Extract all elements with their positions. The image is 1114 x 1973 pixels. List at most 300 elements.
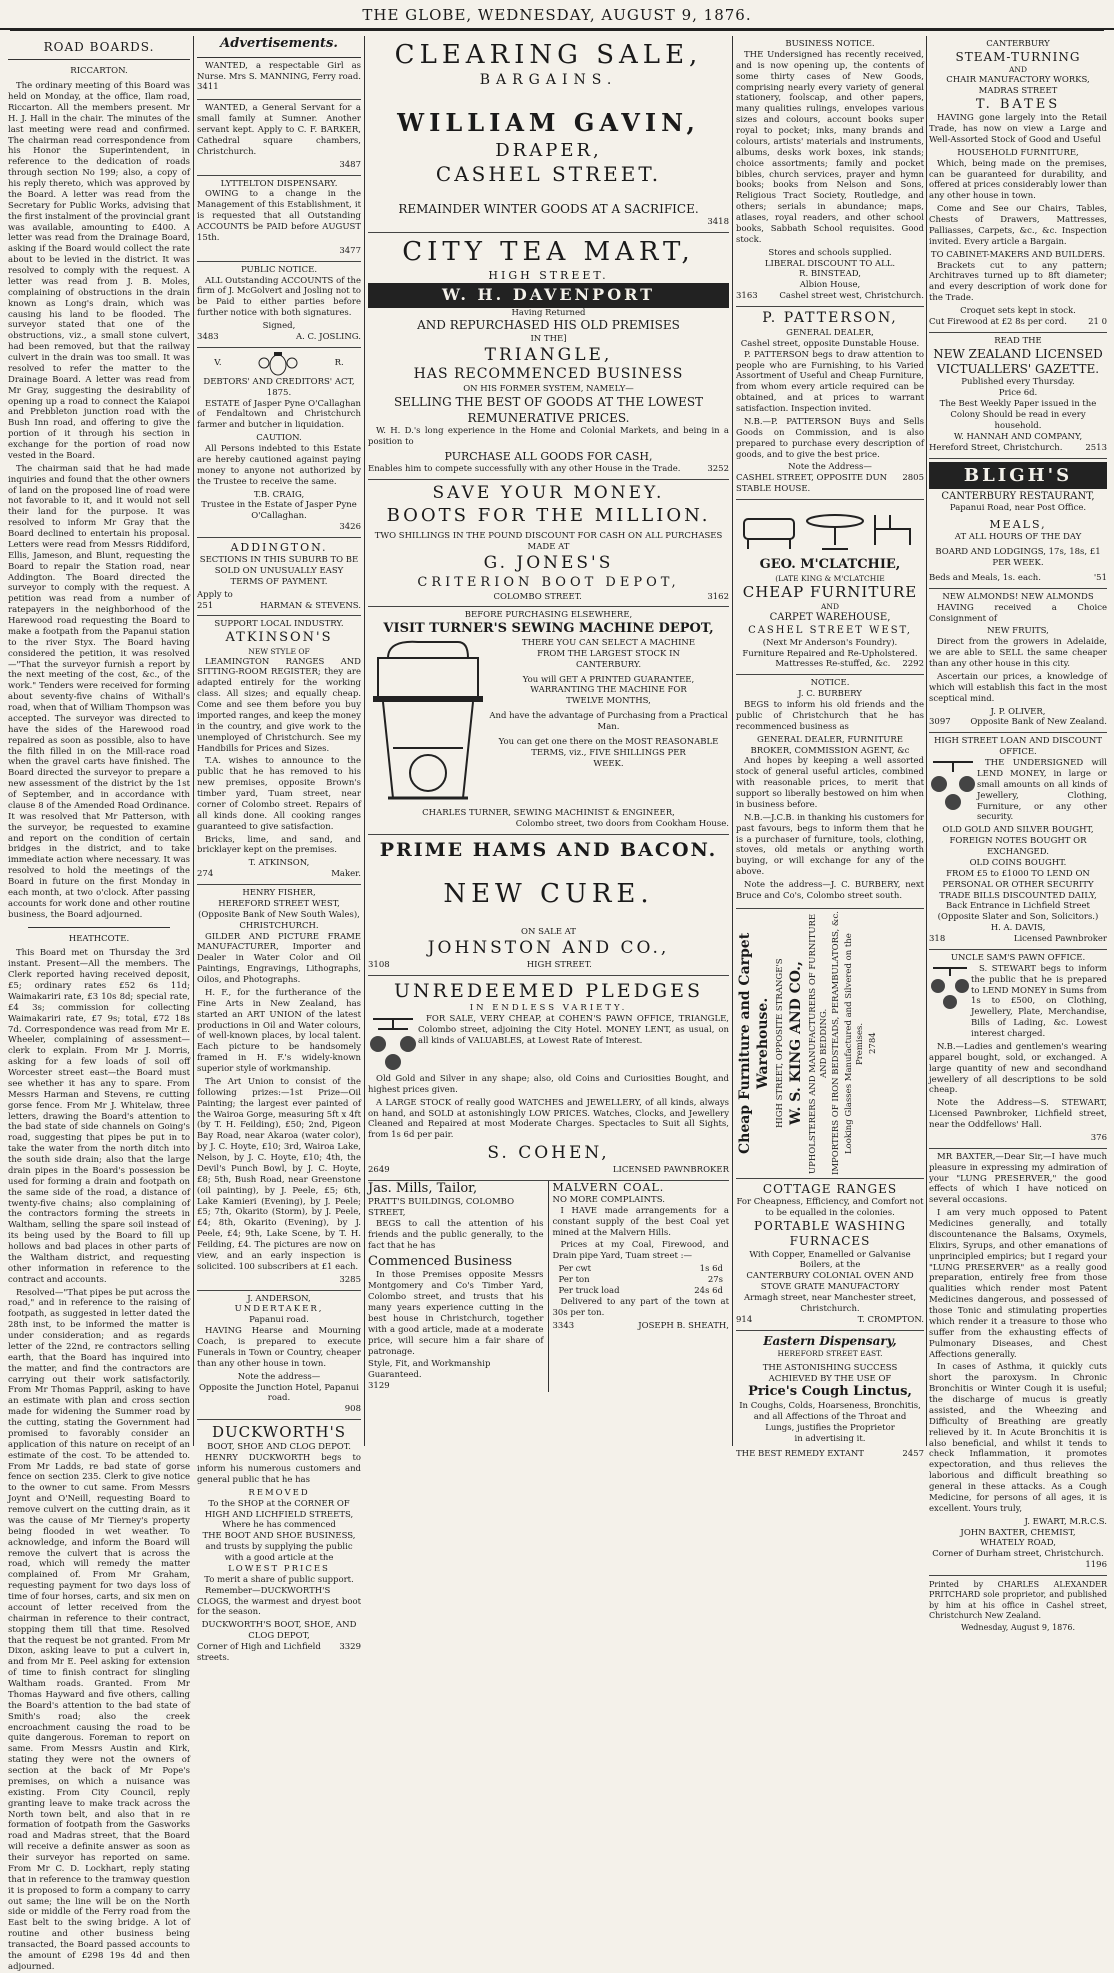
ad-heading: PORTABLE WASHING FURNACES [753, 1218, 907, 1249]
ad-text: (Opposite Slater and Son, Solicitors.) [937, 912, 1099, 923]
ad-heading: HIGH STREET LOAN AND DISCOUNT OFFICE. [933, 736, 1103, 758]
ad-text: Having Returned [511, 307, 586, 318]
ad-anderson [197, 1291, 361, 1421]
ad-heading: NEW CURE. [443, 878, 654, 909]
ad-subheading: CANTERBURY [986, 39, 1050, 49]
ad-text: THERE YOU CAN SELECT A MACHINE [521, 637, 696, 648]
ad-number: 2784 [867, 1032, 878, 1055]
ad-text: LIBERAL DISCOUNT TO ALL. [764, 258, 896, 269]
ad-heading: ATKINSON'S [225, 630, 333, 646]
ad-number: 3418 [707, 216, 729, 227]
price-row: Per ton 27s [558, 1275, 723, 1285]
imprint-date: Wednesday, August 9, 1876. [961, 1623, 1075, 1633]
ad-heading: W. S. KING AND CO., [787, 961, 804, 1126]
ad-text: Come and See our Chairs, Tables, Chests of Drawers, Mattresses, Palliasses, Carpets, &c., &c. Inspection invited. Every article a Bargain. [929, 204, 1107, 247]
ad-text: PURCHASE ALL GOODS FOR CASH, [444, 449, 653, 463]
ad-text: Direct from the growers in Adelaide, we are able to SELL the same cheaper than any other house in this city. [929, 637, 1107, 670]
ad-heading: Cheap Furniture and Carpet Warehouse. [737, 932, 771, 1154]
royal-r: R. [334, 358, 344, 369]
ad-text: To the SHOP at the CORNER OF HIGH AND LICHFIELD STREETS, [204, 1498, 354, 1520]
ad-nurse [197, 58, 361, 101]
ad-subheading: SUPPORT LOCAL INDUSTRY. [214, 619, 344, 630]
ad-text: CANTERBURY COLONIAL OVEN AND STOVE GRATE MANUFACTORY [746, 1271, 914, 1293]
ad-number: 376 [1090, 1132, 1107, 1143]
ad-subheading: Papanui road. [249, 1315, 309, 1326]
ad-public-notice [197, 262, 361, 348]
ad-text: AT ALL HOURS OF THE DAY [954, 532, 1082, 543]
ad-text: COLOMBO STREET. [493, 591, 582, 602]
ad-baxter [929, 1149, 1107, 1576]
ad-text: OLD COINS BOUGHT. [969, 857, 1067, 868]
column-right-ads [929, 36, 1107, 1633]
ad-subheading: DRAPER, [495, 139, 602, 161]
ad-number: 3483 [197, 331, 219, 342]
ad-text: Papanui Road, near Post Office. [949, 503, 1087, 514]
ad-text: CASHEL STREET, OPPOSITE DUN STABLE HOUSE. [736, 473, 888, 495]
ad-text: MR BAXTER,—Dear Sir,—I have much pleasure in expressing my admiration of your "LUNG PRESERVER," the good effects of which I have noticed on several occasions. [929, 1151, 1107, 1206]
column-business [736, 36, 924, 1459]
ad-heading: W. H. DAVENPORT [368, 283, 729, 307]
ad-signature: JOHN BAXTER, CHEMIST, [960, 1527, 1076, 1538]
ad-number: 3487 [339, 159, 361, 170]
ad-number: 21 0 [1088, 316, 1107, 327]
ad-text: Brackets cut to any pattern; Architraves turned up to 8ft diameter; and every description of work done for the Trade. [929, 260, 1107, 304]
ad-mcclatchie [736, 500, 924, 675]
ad-king-vertical [736, 909, 924, 1179]
ad-heading: MEALS, [989, 518, 1047, 532]
pawnbroker-balls-icon [929, 964, 971, 1014]
ad-text: and trusts by supplying the public with a good article at the [205, 1542, 353, 1564]
ad-heading: Jas. Mills, Tailor, [368, 1180, 478, 1196]
ad-heading: STEAM-TURNING [955, 49, 1081, 64]
ad-heading: PRIME HAMS AND BACON. [379, 838, 718, 861]
ad-text: Furniture Repaired and Re-Upholstered. [742, 648, 918, 659]
ad-text: Opposite Bank of New Zealand. [970, 717, 1107, 728]
ad-number: 908 [344, 1404, 361, 1415]
ad-text: Published every Thursday. [961, 377, 1075, 388]
ad-text: WHATELY ROAD, [980, 1538, 1056, 1549]
ad-number: 3343 [552, 1320, 575, 1331]
ad-text: Cashel street, opposite Dunstable House. [740, 338, 920, 349]
ad-text: Bricks, lime, and sand, and bricklayer kept on the premises. [197, 834, 361, 856]
ad-text: With Copper, Enamelled or Galvanise Boilers, at the [749, 1249, 911, 1271]
ad-text: IMPORTERS OF IRON BEDSTEADS, PERAMBULATORS, &c. [831, 911, 842, 1176]
ad-text: Note the Address— [788, 462, 872, 473]
ad-turner [368, 607, 729, 834]
ad-heading: HENRY FISHER, [242, 888, 316, 899]
ad-text: WANTED, a General Servant for a small family at Sumner. Another servant kept. Apply to C. F. BARKER, Cathedral square chambers, Christchurch. [197, 103, 361, 157]
ad-heading: NOTICE. [810, 678, 850, 689]
ad-text: The Best Weekly Paper issued in the Colony Should be read in every household. [939, 399, 1097, 431]
ad-heading: T. BATES [975, 96, 1061, 112]
ad-number: 3477 [339, 245, 361, 256]
ad-text: HAVING received a Choice Consignment of [929, 602, 1107, 624]
ad-text: TWO SHILLINGS IN THE POUND DISCOUNT FOR CASH ON ALL PURCHASES MADE AT [374, 531, 723, 553]
ad-subheading: GENERAL DEALER, [786, 327, 874, 338]
ad-bates [929, 36, 1107, 333]
ad-number: 3426 [339, 522, 361, 533]
column-rule [364, 36, 365, 1446]
ad-text: GENERAL DEALER, FURNITURE BROKER, COMMISSION AGENT, &c [750, 734, 910, 756]
ad-text: N.B.—J.C.B. in thanking his customers for past favours, begs to inform them that he is a purchaser of furniture, tools, clothing, stoves, old metals or anything worth buying, or will exchange for any of the above. [736, 812, 924, 878]
ad-text: HAVING Hearse and Mourning Coach, is prepared to execute Funerals in Town or Country, cheaper than any other house in town. [197, 1326, 361, 1369]
ad-text: OLD GOLD AND SILVER BOUGHT, FOREIGN NOTES BOUGHT OR EXCHANGED. [942, 825, 1094, 858]
advertisements-heading: Advertisements. [197, 36, 361, 58]
ad-subheading: CASHEL STREET. [435, 161, 662, 186]
ad-text: AND [821, 602, 839, 612]
masthead: THE GLOBE, WEDNESDAY, AUGUST 9, 1876. [0, 6, 1114, 30]
ad-text: Back Entrance in Lichfield Street [946, 901, 1090, 912]
ad-number: 2457 [902, 1448, 924, 1459]
ad-text: In Coughs, Colds, Hoarseness, Bronchitis, [739, 1401, 921, 1412]
ad-heading: CARPET WAREHOUSE, [769, 612, 891, 624]
ad-heading: CASHEL STREET WEST, [748, 624, 912, 636]
column-display-ads [368, 36, 729, 1444]
ad-subheading: HIGH STREET. [488, 269, 609, 283]
ad-text: REMUNERATIVE PRICES. [467, 410, 630, 425]
ad-text: Maker. [331, 869, 361, 880]
ad-heading: NEW ALMONDS! NEW ALMONDS [942, 591, 1094, 602]
ad-text: Looking Glasses Manufactured and Silvered on the Premises. [844, 932, 866, 1154]
article-paragraph: Resolved—"That pipes be put across the road," and in reference to the raising of footpath, as suggested in letter dated the 28th inst, to be informed the matter is under consideration; and as regards letter of the 22nd, re contractors selling earth, that the Board has inquired into the matter, and find the contractors are carrying out their work satisfactorily. From Mr Thomas Pappril, asking to have an estimate with plan and cross section made for widening the Summer road by the cutting, stating the Government had promised to favorably consider an application of this nature on receipt of an estimate of the cost. To be attended to. From Mr Ladds, re bad state of gorse fence on section 235. Clerk to give notice to the owner to cut same. From Messrs Joynt and O'Neill, requesting Board to remove culvert on the cutting drain, as it was the cause of Mr Tierney's property being flooded in wet weather. To acknowledge, and inform the Board will remove the culvert that is across the road, which will remedy the matter complained of. From Mr Graham, requesting payment for two days loss of time of four horses, carts, and six men on account of letter received from the chairman in reference to their contract, stopping them till that time. Resolved that the request be not granted. From Mr Dixon, asking leave to put a culvert in, and from Mr E. Peel asking for extension of time to finish contract for slingling Waltham roads. Granted. From Mr Thomas Hayward and five others, calling the Board's attention to the bad state of Smith's road; also the creek encroachment causing the road to be quite dangerous. Foreman to report on same. From Messrs Austin and Kirk, stating they were not the owners of section at the back of Mr Pope's premises, on which a nuisance was existing. From City Council, reply granting leave to make track across the North town belt, and also that in re formation of footpath from the Gasworks road and Madras street, that the Board will receive a definite answer as soon as their surveyor has reported on same. From Mr C. D. Lockhart, reply stating that in reference to the tramway question it is proposed to form a company to carry out same; the line will be on the North side or middle of the Ferry road from the East belt to the swing bridge. A lot of routine and other business being transacted, the Board passed accounts to the amount of £298 19s 4d and then adjourned. [8, 1287, 190, 1972]
ad-text: GILDER AND PICTURE FRAME MANUFACTURER, Importer and Dealer in Water Color and Oil Paintings, Engravings, Lithographs, Oilos, and Photographs. [197, 931, 361, 986]
ad-text: Beds and Meals, 1s. each. [929, 572, 1041, 583]
ad-subheading: CHRISTCHURCH. [239, 920, 319, 931]
ad-signature: CHARLES TURNER, SEWING MACHINIST & ENGINEER, [422, 807, 675, 818]
ad-text: Opposite the Junction Hotel, Papanui road. [198, 1382, 360, 1404]
column-rule [926, 36, 927, 1446]
ad-text: MADRAS STREET [978, 85, 1058, 96]
royal-v: V. [214, 358, 222, 369]
ad-text: HAVING gone largely into the Retail Trade, has now on view a Large and Well-Assorted Stock of Good and Useful [929, 113, 1107, 145]
ad-text: THE UNDERSIGNED will LEND MONEY, in large or small amounts on all kinds of Jewellery, Clothing, Furniture, or any other security. [977, 758, 1107, 823]
ad-heading: BLIGH'S [929, 462, 1107, 489]
ad-text: IN THE] [530, 333, 567, 344]
ad-signature: T. CROMPTON. [857, 1314, 924, 1325]
ad-text: BEGS to call the attention of his friends and the public generally, to the fact that he has [368, 1219, 544, 1251]
ad-text: FOR SALE, VERY CHEAP, at COHEN'S PAWN OFFICE, TRIANGLE, Colombo street, adjoining the City Hotel. MONEY LENT, as usual, on all kinds of VALUABLES, at Lowest Rate of Interest. [418, 1013, 729, 1046]
ad-blighs [929, 459, 1107, 589]
ad-heading: ADDINGTON. [230, 541, 328, 554]
ad-text: Remember—DUCKWORTH'S CLOGS, the warmest and dryest boot for the season. [197, 1585, 361, 1618]
ad-text: N.B.—P. PATTERSON Buys and Sells Goods on Commission, and is also prepared to purchase every description of goods, and to give the best price. [736, 416, 924, 460]
ad-number: 2805 [902, 473, 924, 484]
ad-text: TERMS, viz., FIVE SHILLINGS PER [531, 747, 686, 758]
ad-subheading: NO MORE COMPLAINTS. [552, 1194, 665, 1205]
ad-text: Which, being made on the premises, can be guaranteed for durability, and offered at prices considerably lower than any other house in town. [929, 158, 1107, 202]
ad-signature: T.B. CRAIG, [253, 489, 305, 500]
ad-text: LEAMINGTON RANGES AND SITTING-ROOM REGISTER; they are adapted entirely for the working class. All sizes; and equally cheap. Come and see them before you buy imported ranges, and keep the money in the country, and give work to the unemployed of Christchurch. See my Handbills for Prices and Sizes. [197, 656, 361, 754]
column-road-boards [8, 36, 190, 1972]
ad-heading: Eastern Dispensary, [763, 1333, 897, 1348]
article-paragraph: This Board met on Thursday the 3rd instant. Present—All the members. The Clerk reported having received deposit, £5; ordinary rates £52 6s 11d; Waimakariri rate, £3 10s 8d; special rate, £4 3s; commission for collecting Waimakariri rate, £7 9s; total, £72 18s 7d. Correspondence was read from Mr E. Wheeler, complaining of assessment—clerk to explain. From Mr J. Morris, asking for a few loads of soil off Worcester street east—the Board must see whether it has any to spare. From Messrs Harman and Stevens, re cutting gorse fence. From Mr J. Whitelaw, three letters, drawing the Board's attention to the bad state of side channels on Going's road, suggesting that pipes be put in to take the water from the north ditch into the south side drain; also that the large drain pipes in the Board's possession be used for forming a drain and footpath on the same side of the road, a distance of twenty-five chains; also complaining of the contractors forming the streets in Waltham, selling the spare soil instead of its being used by the Board to fill up hollows and bad places in other parts of the Waltham district, and requesting other information in reference to the contract and accounts. [8, 948, 190, 1285]
ad-text: REMAINDER WINTER GOODS AT A SACRIFICE. [398, 201, 699, 216]
ad-binstead [736, 36, 924, 307]
ad-number: 3163 [736, 291, 758, 302]
ad-heading: MALVERN COAL. [552, 1180, 665, 1194]
ad-text: ON SALE AT [521, 927, 576, 938]
ad-text: Licensed Pawnbroker [1013, 934, 1107, 945]
ad-text: HIGH STREET, OPPOSITE STRANGE'S [774, 958, 785, 1129]
ad-text: WEEK. [593, 758, 624, 769]
ad-number: '51 [1093, 572, 1107, 583]
ad-text: LICENSED PAWNBROKER [612, 1164, 729, 1175]
ad-servant [197, 100, 361, 175]
ad-text: Albion House, [799, 280, 861, 291]
ad-row-bottom [368, 1181, 729, 1392]
ad-text: THE BEST REMEDY EXTANT [736, 1448, 864, 1459]
ad-text: FROM £5 to £1000 TO LEND ON PERSONAL OR OTHER SECURITY [942, 868, 1094, 890]
ad-text: The Art Union to consist of the following prizes:—1st Prize—Oil Painting; the largest ever painted of the Wairoa Gorge, measuring 5ft x 4ft (by T. H. Feilding), £50; 2nd, Pigeon Bay Road, near Akaroa (water color), by J. C. Hoyte, £10; 3rd, Wairoa Lake, Nelson, by J. C. Hoyte, £10; 4th, the Devil's Punch Bowl, by J. C. Hoyte, £8; 5th, Bush Road, near Greenstone (oil painting), by J. Peele, £5; 6th, Lake Kamieri (Evening), by J. Peele; £5; 7th, Okarito (Storm), by J. Peele, £4; 8th, Okarito (Evening), by J. Peele, £4; 9th, Lake Scene, by T. H. Feilding, £4. The pictures are now on view, and an early inspection is solicited. 100 subscribers at £1 each. [197, 1076, 361, 1272]
ad-eastern-dispensary [736, 1331, 924, 1464]
ad-malvern [549, 1181, 730, 1392]
ad-number: 3329 [339, 1642, 361, 1653]
ad-subheading: PRATT'S BUILDINGS, COLOMBO STREET, [368, 1197, 515, 1219]
ad-text: AND REPURCHASED HIS OLD PREMISES [417, 318, 680, 333]
ad-text: SECTIONS IN THIS SUBURB TO BE SOLD ON UNUSUALLY EASY TERMS OF PAYMENT. [199, 555, 359, 587]
ad-text: THE BOOT AND SHOE BUSINESS, [202, 1531, 356, 1542]
ad-number: 3108 [368, 959, 390, 970]
ad-text: Cashel street west, Christchurch. [779, 291, 924, 302]
ad-text: ESTATE of Jasper Pyne O'Callaghan of Fendaltown and Christchurch farmer and butcher in liquidation. [197, 398, 361, 431]
ad-cohen [368, 976, 729, 1181]
ad-text: Where he has commenced [222, 1520, 336, 1531]
ad-text: CANTERBURY. [575, 659, 642, 670]
ad-text: ON HIS FORMER SYSTEM, NAMELY— [463, 384, 634, 395]
ad-subheading: HEREFORD STREET EAST. [777, 1349, 883, 1359]
ad-text: Enables him to compete successfully with any other House in the Trade. [368, 463, 681, 474]
ad-subheading: HEREFORD STREET WEST, [218, 898, 340, 909]
ad-subheading: UNDERTAKER, [234, 1304, 324, 1315]
ad-heading: TRIANGLE, [484, 344, 613, 365]
ad-text: TRADE BILLS DISCOUNTED DAILY, [939, 890, 1097, 901]
ad-subheading: (LATE KING & M'CLATCHIE [775, 573, 885, 583]
ad-number: 3097 [929, 717, 951, 728]
ad-heading: PUBLIC NOTICE. [240, 264, 318, 275]
ad-text: Delivered to any part of the town at 30s per ton. [552, 1296, 729, 1318]
ad-number: 3252 [707, 463, 729, 474]
ad-text: TO CABINET-MAKERS AND BUILDERS. [930, 249, 1106, 260]
ad-signature: A. C. JOSLING. [296, 331, 361, 342]
ad-text: And have the advantage of Purchasing from a Practical Man. [489, 711, 728, 733]
ad-text: You will GET A PRINTED GUARANTEE, [522, 674, 695, 685]
ad-atkinson [197, 616, 361, 885]
ad-heading: G. JONES'S [483, 553, 614, 574]
ad-text: For Cheapness, Efficiency, and Comfort not to be equalled in the colonies. [736, 1197, 924, 1218]
ad-text: CHAIR MANUFACTORY WORKS, [946, 74, 1090, 85]
ad-text: Hereford Street, Christchurch. [929, 442, 1063, 453]
section-divider [28, 927, 170, 928]
ad-text: SELLING THE BEST OF GOODS AT THE LOWEST [393, 395, 704, 410]
ad-text: In cases of Asthma, it quickly cuts short the paroxysm. In Chronic Bronchitis or Winter Cough it is useful; the discharge of mucus is greatly assisted, and the Wheezing and Difficulty of Breathing are greatly relieved by it. In Acute Bronchitis it is also beneficial, and whilst it tends to check Inflammation, it promotes expectoration, and thus relieves the laborious and difficult breathing so general in these attacks. As a Cough Medicine, for persons of all ages, it is excellent. Yours truly, [929, 1362, 1107, 1514]
pawnbroker-balls-icon [368, 1014, 418, 1074]
ad-signature: T. ATKINSON, [248, 858, 310, 869]
ad-heading: HAS RECOMMENCED BUSINESS [413, 366, 684, 383]
ad-heading: DEBTORS' AND CREDITORS' ACT, 1875. [203, 376, 355, 398]
ad-number: 251 [197, 600, 214, 611]
ad-signature: J. P. OLIVER, [990, 706, 1046, 717]
ad-number: 914 [736, 1314, 753, 1325]
ad-number: 2513 [1085, 442, 1107, 453]
ad-text: N.B.—Ladies and gentlemen's wearing apparel bought, sold, or exchanged. A large quantity of new and secondhand jewellery of all descriptions to be sold cheap. [929, 1041, 1107, 1096]
ad-text: Prices at my Coal, Firewood, and Drain pipe Yard, Tuam street :— [552, 1240, 729, 1262]
ad-text: H. F., for the furtherance of the Fine Arts in New Zealand, has started an ART UNION of the latest productions in Oil and Water colours, of well-known places, by local talent. Each picture to be handsomely framed in H. F.'s widely-known superior style of workmanship. [197, 987, 361, 1075]
ad-text: BEFORE PURCHASING ELSEWHERE, [464, 610, 633, 621]
ad-signature: HARMAN & STEVENS. [260, 600, 361, 611]
ad-text: THE Undersigned has recently received, and is now opening up, the contents of some thirty cases of New Goods, comprising nearly every variety of general stationery, foolscap, and other papers, many qualities rulings, envelopes various sizes and colours, account books super royal to pocket; inks, many brands and colours, artists' materials and instruments, albums, desks work boxes, ink stands; choice assortments; family and pocket bibles, church services, prayer and hymn books; books from Nelson and Sons, Religious Tract Society, Routledge, and others; serials in abundance; maps, atlases, royal readers, and other school books, Sabbath School requisites. Good stock. [736, 49, 924, 245]
ad-number: 2649 [368, 1164, 390, 1175]
ad-heading: J. ANDERSON, [247, 1293, 311, 1304]
ad-text: S. STEWART begs to inform the public that he is prepared to LEND MONEY in Sums from 1s to £500, on Clothing, Jewellery, Plate, Merchandise, Bills of Lading, &c. Lowest interest charged. [971, 963, 1107, 1040]
price-row: Per cwt 1s 6d [558, 1264, 723, 1275]
ad-number: 2292 [902, 659, 924, 670]
ad-text: BOARD AND LODGINGS, 17s, 18s, £1 PER WEEK. [935, 547, 1101, 569]
ad-text: LOWEST PRICES [228, 1563, 330, 1574]
ad-duckworth [197, 1420, 361, 1668]
ad-text: NEW FRUITS, [987, 626, 1049, 637]
heathcote-heading: HEATHCOTE. [68, 933, 130, 944]
ad-gazette [929, 333, 1107, 459]
ad-text: HIGH STREET. [526, 959, 592, 970]
ad-johnston [368, 835, 729, 976]
ad-jones [368, 480, 729, 608]
article-paragraph: The chairman said that he had made inquiries and found that the other owners of land on the proposed line of road were not favorable to it, and it would not sell their land for the purpose. It was resolved to inform Mr Gray that the Board declined to entertain his proposal. Letters were read from Messrs Riddiford, Ellis, Jameson, and Blunt, requesting the Board to repair the Station road, near Addington. The Board directed the surveyor to comply with the request. A petition was read from a number of ratepayers in the neighborhood of the Harewood road requesting the Board to make a footpath from the Papanui station to the river Styx. The Board having considered the petition, it was resolved—"That the surveyor furnish a report by the next meeting of the cost, &c., of the work." Tenders were received for forming about seventy-five chains of Withall's road, when that of William Thompson was accepted. The surveyor was directed to have the sides of the Harewood road repaired as soon as possible, also to have the filth filled in on the Mill-race road when the gravel carts have finished. The Board directed the surveyor to prepare a new assessment of the district by the 1st of September, and in accordance with clause 8 of the Amended Road Ordinance. It was resolved that Mr Patterson, with the surveyor, be requested to examine and report on the condition of certain bridges in the district, and to take immediate action where necessary. It was resolved to hold the meetings of the Board in future on the first Monday in each month, at two o'clock. After passing accounts for work done and other routine business, the Board adjourned. [8, 463, 190, 920]
ad-text: ALL Outstanding ACCOUNTS of the firm of J. McGolvert and Josling not to be Paid to either parties before further notice with both signatures. [197, 275, 361, 319]
imprint [929, 1576, 1107, 1633]
ad-text: Corner of Durham street, Christchurch. [932, 1549, 1104, 1560]
ad-text: Old Gold and Silver in any shape; also, old Coins and Curiosities Bought, and highest prices given. [368, 1073, 729, 1095]
ad-text: Colombo street, two doors from Cookham House. [515, 818, 729, 829]
ad-text: AND [1009, 65, 1027, 75]
ad-debtors [197, 348, 361, 538]
ad-text: W. H. D.'s long experience in the Home and Colonial Markets, and being in a position to [368, 425, 729, 447]
ad-heading: CHEAP FURNITURE [742, 583, 918, 602]
ad-text: FROM THE LARGEST STOCK IN [537, 648, 680, 659]
ad-heading: CAUTION. [256, 433, 302, 444]
ad-heading: CLEARING SALE, [394, 40, 703, 70]
ad-heading: SAVE YOUR MONEY. [432, 482, 665, 503]
ad-heading: JOHNSTON AND CO., [427, 938, 670, 959]
column-advertisements [197, 36, 361, 1663]
ad-text: Apply to [197, 589, 233, 600]
ad-subheading: BARGAINS. [479, 72, 618, 89]
ad-text: (Next Mr Anderson's Foundry). [762, 637, 898, 648]
ad-text: BEGS to inform his old friends and the public of Christchurch that he has recommenced business as [736, 700, 924, 732]
ad-davis [929, 733, 1107, 950]
ad-text: READ THE [994, 335, 1042, 346]
ad-heading: CRITERION BOOT DEPOT, [417, 574, 680, 590]
furniture-illustration-icon [740, 507, 920, 553]
ad-text: To merit a share of public support. [204, 1574, 354, 1585]
ad-text: TWELVE MONTHS, [566, 696, 651, 707]
ad-heading: S. COHEN, [487, 1143, 610, 1164]
ad-text: Croquet sets kept in stock. [960, 306, 1076, 317]
ad-number: 1196 [1085, 1560, 1107, 1571]
article-paragraph: The ordinary meeting of this Board was held on Monday, at the office, Ilam road, Riccarton. All the members present. Mr H. J. Hall in the chair. The minutes of the last meeting were read and confirmed. The chairman read correspondence from his Honor the Superintendent, in reference to the dedication of roads through section No 199; also, a copy of his reply thereto, which was approved by the Board. A letter was read from the Secretary for Public Works, advising that the first instalment of the provincial grant was available, amounting to £400. A letter was read from the Drainage Board, asking if the Board would collect the rate about to be levied in the district. It was resolved to comply with the request. A letter was read from J. B. Moles, complaining of obstructions in the drain known as Long's drain, which was causing his land to be flooded. The surveyor stated that one of the obstructions, viz., a small stone culvert, had been removed, but that the railway culvert in the drain was too small. It was resolved to refer the matter to the Drainage Board. A letter was read from Mr Gray, suggesting the desirability of opening up a road to connect the Kaiapoi and Prebbleton junction road with the Bush Inn road, and offering to give the portion of it through his section in exchange for the portion of road now vested in the Board. [8, 81, 190, 461]
ad-gavin [368, 36, 729, 233]
ad-text: Price 6d. [998, 388, 1038, 399]
ad-text: OWING to a change in the Management of this Establishment, it is requested that all Outstanding ACCOUNTS be PAID before AUGUST 15th. [197, 189, 361, 243]
riccarton-heading: RICCARTON. [70, 66, 128, 77]
ad-text: All Persons indebted to this Estate are hereby cautioned against paying money to anyone not authorized by the Trustee to receive the same. [197, 444, 361, 487]
ad-number: 3285 [339, 1274, 361, 1285]
ad-text: P. PATTERSON begs to draw attention to people who are Furnishing, to his Varied Assortment of Useful and Cheap Furniture, from whom every article required can be obtained, and at prices to warrant satisfaction. Inspection invited. [736, 349, 924, 415]
road-boards-heading: ROAD BOARDS. [8, 40, 190, 60]
ad-city-tea-mart [368, 233, 729, 480]
ad-heading: CANTERBURY RESTAURANT, [941, 490, 1095, 502]
ad-addington [197, 538, 361, 616]
ad-text: Corner of High and Lichfield streets. [197, 1642, 321, 1663]
sewing-machine-icon [368, 638, 488, 808]
ad-heading: BUSINESS NOTICE. [785, 39, 875, 49]
ad-text: Armagh street, near Manchester street, Christchurch. [743, 1293, 917, 1314]
ad-heading: UNREDEEMED PLEDGES [394, 979, 703, 1002]
ad-text: REMOVED [248, 1487, 310, 1498]
imprint-text: Printed by CHARLES ALEXANDER PRITCHARD sole proprietor, and published by him at his office in Cashel street, Christchurch New Zealand. [929, 1580, 1107, 1620]
ad-oliver [929, 589, 1107, 734]
ad-text: W. HANNAH AND COMPANY, [953, 431, 1083, 442]
column-rule [732, 36, 733, 1446]
ad-text: I HAVE made arrangements for a constant supply of the best Coal yet mined at the Malvern Hills. [552, 1205, 729, 1238]
ad-crompton [736, 1179, 924, 1331]
ad-subheading: (Opposite Bank of New South Wales), [198, 909, 360, 920]
ad-number: 318 [929, 934, 946, 945]
ad-text: And hopes by keeping a well assorted stock of general useful articles, combined with reasonable prices, to merit that support so liberally bestowed on him when in business before. [736, 756, 924, 810]
ad-text: Note the address— [237, 1371, 321, 1382]
ad-subheading: NEW STYLE OF [248, 646, 310, 656]
ad-fisher [197, 885, 361, 1291]
column-rule [193, 36, 194, 1446]
masthead-rule [10, 30, 1104, 31]
ad-heading: BOOTS FOR THE MILLION. [386, 505, 711, 527]
ad-heading: VISIT TURNER'S SEWING MACHINE DEPOT, [383, 621, 714, 637]
ad-text: DUCKWORTH'S BOOT, SHOE, AND CLOG DEPOT, [201, 1620, 357, 1642]
ad-signature: JOSEPH B. SHEATH, [638, 1320, 729, 1331]
ad-text: Note the Address—S. STEWART, Licensed Pawnbroker, Lichfield street, near the Oddfellows' Hall. [929, 1098, 1107, 1131]
ad-text: Note the address—J. C. BURBERY, next Bruce and Co's, Colombo street south. [736, 880, 924, 901]
ad-text: Cut Firewood at £2 8s per cord. [929, 316, 1067, 327]
ad-text: ACHIEVED BY THE USE OF [768, 1373, 892, 1384]
ad-patterson [736, 307, 924, 500]
ad-number: 274 [197, 869, 214, 880]
price-row: Per truck load 24s 6d [558, 1285, 723, 1296]
ad-heading: P. PATTERSON, [762, 310, 898, 326]
ad-burbery [736, 675, 924, 909]
ad-text: Mattresses Re-stuffed, &c. [775, 659, 891, 670]
ad-text: THE ASTONISHING SUCCESS [762, 1362, 898, 1373]
ad-text: and all Affections of the Throat and [753, 1411, 907, 1422]
ad-text: Style, Fit, and Workmanship Guaranteed. [368, 1359, 491, 1381]
ad-mills [368, 1181, 549, 1392]
ad-text: HOUSEHOLD FURNITURE, [957, 147, 1079, 158]
ad-heading: GEO. M'CLATCHIE, [759, 557, 901, 573]
ad-text: Stores and schools supplied. [768, 247, 892, 258]
ad-heading: Commenced Business [368, 1253, 513, 1269]
ad-text: Lungs, justifies the Proprietor [765, 1422, 895, 1433]
pawnbroker-balls-icon [929, 758, 977, 814]
ad-text: Signed, [262, 321, 296, 331]
ad-heading: COTTAGE RANGES [762, 1181, 898, 1196]
ad-text: in advertising it. [794, 1433, 866, 1444]
ad-text: WARRANTING THE MACHINE FOR [530, 685, 687, 696]
ad-heading: VICTUALLERS' GAZETTE. [936, 362, 1100, 377]
ad-heading: Price's Cough Linctus, [748, 1384, 912, 1400]
ad-lyttelton [197, 176, 361, 262]
ad-text: You can get one there on the MOST REASONABLE [498, 736, 719, 747]
ad-text: UPHOLSTERERS AND MANUFACTURERS OF FURNITURE AND BEDDING. [807, 913, 829, 1174]
ad-signature: H. A. DAVIS, [990, 923, 1046, 934]
ad-signature: J. EWART, M.R.C.S. [1024, 1516, 1107, 1527]
